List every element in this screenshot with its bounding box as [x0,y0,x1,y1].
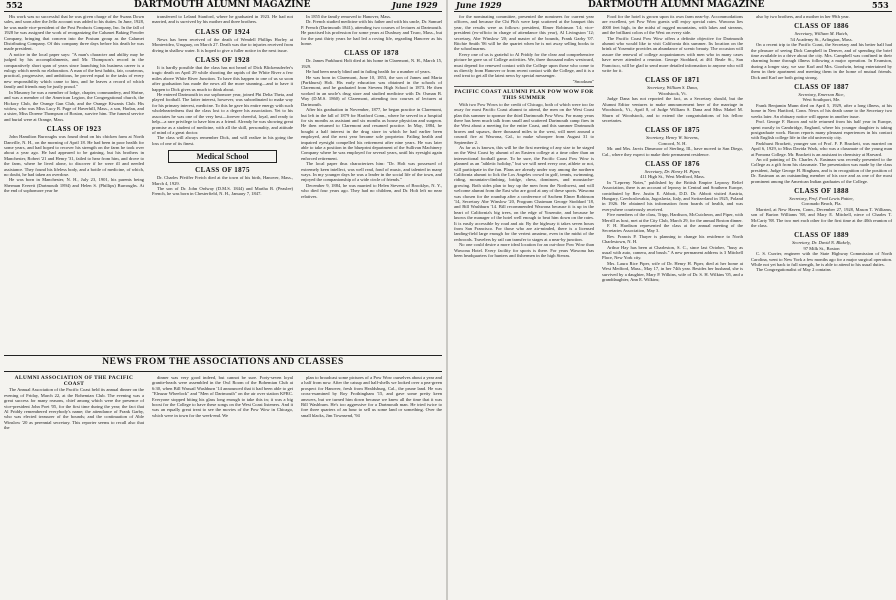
class-heading: CLASS OF 1889 [794,231,849,240]
paragraph: Every one of us is grateful to Al Priddy for the clear and comprehensive picture he gave us of College activities. We, three thousand miles westward, must depend for renewed contact with the College upon those who come to us directly from Hanover or from recent contact with the College, and it is a real treat to get all the latest news by special messenger. [454,51,594,79]
page-number: 552 [6,0,23,10]
paragraph: In 1855 the family removed to Hanover, Mass. [306,14,392,19]
secretary-address: West Southport, Me. [802,97,841,103]
issue-date: June 1929 [392,0,438,10]
secretary-line: Secretary, William S. Dana, [647,85,698,91]
divider [454,86,594,87]
paragraph: The Pacific Coast Pow Wow offers a definite objective for Dartmouth alumni who would like to visit California this summer. Its location on the brink of Yosemite provides an abundance of scenic beauty. The occasion will assure the renewal of college acquaintances with men who in many cases have never attended a reunion. George Stoddard, at 461 Beale St., San Francisco, will be glad to send more detailed information to anyone who will write for it. [602,35,743,74]
header-rule [454,11,892,12]
secretary-address: Woodstock, Vt. [658,90,687,96]
paragraph: Rev. Francis P. Thayer is planning to change his residence to North Charlestown, N. H. [602,233,743,245]
paragraph: transferred to Leland Stanford, where he graduated in 1923. He had not married, and is survived by his mother and three brothers. [152,14,293,25]
paragraph: After his graduation in November, 1877, he began practice in Claremont, but left in the fall of 1879 for Hartford Conn., where he served in a hospital for six months as assistant and six months as house physician and surgeon. He then returned to Claremont and resumed practice. In May, 1884, he bought a half interest in the drug store in which he had earlier been employed, and the next year became sole proprietor. Failing health and impaired eyesight compelled his retirement after nine years. He was later able to take a position in the blueprint department of the Sullivan Machinery Company where he was employed for several years, until his eyesight again enforced retirement. [301,107,442,161]
paragraph: Dr. James Parkhurst Holt died at his home in Claremont, N. H., March 15, 1929. [301,58,442,69]
header-rule [4,11,442,12]
paragraph: The Congregationalist of May 2 contains [756,267,831,273]
paragraph: Five members of the class, Tripp, Hardison, McCutcheon, and Piper, with Merrill as host, met at the City Club, March 29, for the annual Boston dinner. [602,212,743,223]
paragraph: Prof. George F. Bacon and wife returned from his half year in Europe, spent mostly in Cambridge, England, where his younger daughter is taking postgraduate work. Bacon reports many pleasant experiences in his contact with English college life in the old university city. [751,119,892,141]
secretary-line: Secretary, Prof. Fred Lewis Pattee, [789,195,854,201]
column-2 [152,14,293,354]
column-6 [751,14,892,598]
paragraph: Mr. and Mrs. Jarvis Dinsmoor of Sterling, Ill., have moved to San Diego, Cal., where they expect to make their permanent residence. [602,146,743,157]
secretary-line: Secretary, Dr. David N. Blakely, [792,240,851,246]
paragraph: Married, at New Haven, Conn., December 27, 1928, Mason T. Williams, son of Burton Williams '88, and Mary E. Mitchell, niece of Charles T. McCarty '88. The two met each other for the first time at the 40th reunion of the class. [751,206,892,228]
paragraph: His work was so successful that he was given charge of the Swans Down sales, and soon after the Jello account was added to his duties. In June, 1928, he was made vice-president of the Post Products Company, Inc. In the fall of 1928 he was assigned the work of reorganizing the Calumet Baking Powder Company, bringing that concern into the Postum group as the Calumet Distributing Company. Of this company three days before his death he was made president. [4,14,144,52]
section-rule [4,371,442,372]
paragraph: In Masonry he was a member of lodge, chapter, commandery, and Shrine, and was a member of the American Legion, the Congregational church, the Hickory Club, the Orange Gun Club, and the Orange Kiwanis Club. His widow, who was Miss Lucy B. Page of Haverhill, Mass., a son, Harlan, and a sister, Miss Dorene Thompson of Boston, survive him. The funeral service and burial were at Orange, Mass. [4,89,144,122]
paragraph: He entered Dartmouth in our sophomore year, joined Phi Delta Theta, and played football. The latter interest, however, was subordinated to make way for his primary interest, medicine. To this he gave his entire energy with such wholeheartedness that the class lost to a degree his association. Yet to his associates he was one of the very best—forever cheerful, loyal, and ready to help—a rare privilege to have him as a friend. Already he was showing great promise as a student of medicine, with all the skill, personality, and attitude of mind of a great doctor. [152,92,293,135]
paragraph: With two Pow Wows to the credit of Chicago, both of which were too far away for most Pacific Coast alumni to attend, the men on the West Coast plan this summer to sponsor the third Dartmouth Pow Wow. For many years there has been much talk from small and scattered Dartmouth camp fires in the West about a meeting for the entire Coast, and this summer Dartmouth braves and squaws, three thousand miles to the west, will meet around a council fire at Wawona, Cal., to make whoopee from August 31 to September 2. [454,101,594,145]
paragraph: The local paper thus characterizes him: "Dr. Holt was possessed of extremely keen intellect, was well read, fond of music, and talented in many ways. In my younger days he was a leader in the social life of the town, and enjoyed the companionship of a wide circle of friends." [301,161,442,183]
paragraph: He was born in Claremont, June 10, 1853, the son of James and Maria (Parkhurst) Holt. His early education was obtained in the schools of Claremont, and he graduated from Stevens High School in 1873. He then worked in an uncle's drug store and studied medicine with Dr. Osman B. Way (D.M.S. 1860) of Claremont, attending two courses of lectures at Dartmouth. [301,74,442,107]
article-heading: PACIFIC COAST ALUMNI PLAN POW WOW FOR THIS SUMMER [454,88,594,102]
running-title: DARTMOUTH ALUMNI MAGAZINE [134,0,311,10]
paragraph: No one could desire a more ideal location for an out-door Pow Wow than Wawona Hotel. Every facility for sports is there. For years Wawona has been headquarters for hunters and fishermen in the high Sierras. [454,242,594,259]
class-heading: CLASS OF 1924 [195,27,250,36]
paragraph: He was born in Manchester, N. H., July 23, 1901, his parents being Sherman Everett (Dartmouth 1894) and Helen S. (Phillips) Burroughs. At the end of sophomore year he [4,177,144,194]
paragraph: Frank Benjamin Munn died on April 5, 1929, after a long illness, at his home in New Hartford, Conn. News of his death came to the Secretary two weeks later. An obituary notice will appear in another issue. [751,102,892,119]
paragraph: Dr. French studied medicine with his father and with his uncle, Dr. Samuel P. French (Dartmouth 1841), attending two courses of lectures at Dartmouth. He practised his profession for some years at Duxbury and Truro, Mass., but for the past thirty years he had led a roving life, regarding Hanover as his home. [301,19,442,47]
class-heading: CLASS OF 1886 [794,22,849,31]
paragraph: Food for the hotel is grown upon its own farm near-by. Accommodations are excellent, yet Pow Wow guests will enjoy special rates. Wawona lies 4000 feet high, in the midst of rugged mountains, with lakes and streams, and the brilliant colors of the West on every side. [602,14,743,36]
issue-date: June 1929 [456,0,502,10]
column-1 [4,14,144,354]
class-heading: CLASS OF 1875 [195,166,250,175]
paragraph: Arthur Hay has been at Charleston, S. C., since last October, "busy as usual with auto, camera, and brush." A new permanent address is 3 Mitchell Place, New York city. [602,244,743,261]
class-heading: CLASS OF 1876 [645,159,700,168]
secretary-line: Secretary, Emerson Rice, [798,92,845,98]
section-box-medical-school: Medical School [168,150,277,163]
paragraph: It is hardly possible that the class has not heard of Dick Blickensderfer's tragic death on April 29 while shooting the rapids of the White River a few miles above White River Junction. To have this happen to one of us so soon after graduation has made the news all the more stunning—and to have it happen to Dick gives us much to think about. [152,65,293,92]
paragraph: also by two brothers, and a mother in her 99th year. [756,14,850,19]
news-column-2 [152,375,293,597]
column-5 [602,14,743,598]
paragraph: dinner was very good indeed, but cannot be sure. Forty-seven loyal granite-heads were assembled in the Owl Room of the Bohemian Club at 6:30, when Bill Wassail Washburn '14 announced that it had been able to get "Eleazar Wheelock" and "Men of Dartmouth" on the air over station KFRC. Everyone stopped biting his glass long enough to take this in; it was a big boost for the College to have these songs on the West Coast listeners. And it was an equally great treat to see the movies of the Pow Wow in Chicago, which were in town for the week-end. We [152,375,293,418]
paragraph: F. H. Hardison represented the class at the annual meeting of the Secretaries Association, May 3. [602,223,743,234]
class-heading: CLASS OF 1887 [794,83,849,92]
paragraph: Dr. Charles Pfeiffer Freich died at the town of his birth, Hanover, Mass., March 4, 1929. [152,175,293,186]
secretary-address: 411 High St., West Medford, Mass. [640,174,705,180]
news-column-3 [301,375,442,597]
paragraph: As far as is known, this will be the first meeting of any size to be staged on the West Coast by alumni of an Eastern college at a time other than an intersectional football game. To be sure, the Pacific Coast Pow Wow is planned as an "athletic holiday," but we will need every one, athlete or not, will participate in the fun. Plans are already under way among the northern California alumni to lick the Los Angeles crowd in golf, tennis, swimming, riding, mountain-climbing, bridge, chess, dominoes, and moustache-growing. Both sides plan to buy up the men from the Northwest, and will welcome alumni from the East who are good at any of these sports. Wawona was chosen for the roundup after a conference of Sachem Elmer Robinson '14, Secretary Abe Winslow '20, Program Chairman George Stoddard '18, and Bill Washburn '14. Bill recommended Wawona because it is up in the heart of California's big trees, on the edge of Yosemite, and because he knows the manager of the hotel well enough to beat him down on the rates. It is easily accessible by road and air. By the highway it takes seven hours from San Francisco. For those who are air-minded, there is a licensed landing-field large enough for the veriest amateur, even in the midst of the redwoods. Travelers by rail can transfer to stages at a near-by junction. [454,144,594,242]
paragraph: for the nominating committee, presented the nominees for current year officers, and because the Chi Phi's were kept scattered at the banquet this year, the results were as follows: president, Elmer Robinson '14; vice-president (ex-officio in charge of attendance this year), Al Livingston '12; secretary, Abe Winslow '20; and master of the bounds, Frank Garby '07. Ritchie Smith '06 will be the quartet when he is not away selling books to the schoolmarms. [454,14,594,52]
paragraph: A notice in the local paper says: "A man's character and ability may be judged by his accomplishments, and Mr. Thompson's record in the comparatively short span of years since launching his business career is a eulogy which needs no elaboration. A man of the best habits, fair, courteous, practical, progressive, and ambitious, he proved equal to the tasks of every new responsibility which came to him, and he leaves a record of which family and friends may be justly proud." [4,51,144,90]
secretary-line: Secretary, Dr. Henry H. Piper, [644,168,701,174]
paragraph: The Annual Association of the Pacific Coast held its annual dinner on the evening of Friday, March 22, at the Bohemian Club. The evening was a great success for many reasons, chief among which were the presence of vice-president John Poet '05, for the first time during the year; the fact that Al Priddy remembered everybody's name; the attendance of Frank Garby, who was elected treasurer of the bounds; and the continuation of Able Winslow '20 as perennial secretary. This reporter seems to recall also that the [4,387,144,431]
column-3 [301,14,442,354]
paragraph: plan to broadcast some pictures of a Pow Wow ourselves about a year and a half from now. After the catsup and half-shells we looked over a pea-green prospect for Hanover, fresh from Healdsburg, Cal., the prune land. He was cross-examined by Roy Frothingham '15, and gave some pretty keen answers, but we turned him down because we knew all the time that it was Bill Washburn. He's too aggressive for a Dartmouth man. He tried twice to fore three quarters of an hour to sell us some land or something. Over the small blacks, Jim Townsend, '94 [301,375,442,418]
paragraph: C. S. Currier, engineer with the State Highway Commission of North Carolina, went to New York a few months ago for a major surgical operation. While not yet back to full strength, he is able to attend to his usual duties. [751,251,892,268]
paragraph: Parkhurst Brackett, younger son of Prof. F. P. Brackett, was married on April 6, 1929, to Miss Davida Wark, who was a classmate of the young man at Pomona College. Mr. Brackett is an assistant in chemistry at Harvard. [751,140,892,157]
secretary-address: 54 Academy St., Arlington, Mass. [790,36,853,42]
secretary-address: Concord, N. H. [658,140,687,146]
class-heading: CLASS OF 1923 [46,125,102,134]
paragraph: Mrs. Laura Rice Piper, wife of Dr. Henry H. Piper, died at her home at West Medford, Mass., May 17, in her 74th year. Besides her husband, she is survived by a daughter, Mary P. Wilkins, wife of Dr. S. H. Wilkins '05, and a granddaughter, Ann E. Wilkins; [602,260,743,283]
news-section-heading: NEWS FROM THE ASSOCIATIONS AND CLASSES [102,357,344,367]
page-right [448,0,896,600]
class-heading: CLASS OF 1875 [645,126,700,135]
paragraph: He had been nearly blind and in failing health for a number of years. [306,69,431,75]
paragraph: On a recent trip to the Pacific Coast, the Secretary and his better half had the pleasure of seeing Dick Campbell in Denver, and of spending the brief time available in a drive about the city. Mrs. Campbell was confined in their charming home through illness following a major operation. In Evanston, during a longer stay, we saw Karl and Mrs. Goodwin, being entertained by them in their apartment and meeting them in the home of mutual friends. Dick and Karl are both going strong. [751,42,892,80]
paragraph: John Hamilton Burroughs was found dead on his chicken farm at North Danville, N. H., on the morning of April 18. He had been in poor health for some years, and had hoped to recover his strength on the farm he took over about a year ago. He had appeared to be gaining, but his brothers in Manchester, Robert '21 and Henry '31, failed to hear from him, and drove to the farm, where he lived alone, to discover if he were ill and needed assistance. They found his lifeless body, and a bottle of medicine, of which, no doubt, he had taken an overdose. [4,134,144,177]
column-4 [454,14,594,598]
paragraph: News has been received of the death of Wendell Phillips Horley at Montevideo, Uruguay, on March 27. Death was due to injuries received from diving in shallow water. It is hoped to give a fuller notice in the next issue. [152,36,293,53]
paragraph: An oil painting of Dr. Charles A. Eastman was recently presented to the College as a gift from his classmate. The presentation was made by the class president, Judge George H. Bingham, and is in recognition of the position of Dr. Eastman as an outstanding member of his race and as one of the most prominent among the American Indian graduates of the College. [751,156,892,184]
secretary-line: Secretary, Henry W. Stevens, [646,135,699,141]
section-rule [4,355,442,356]
running-title: DARTMOUTH ALUMNI MAGAZINE [588,0,765,10]
news-column-1 [4,375,144,597]
paragraph: In "Lepreny Notes," published by the British Empire Leprosy Relief Association, there is an account of leprosy in Central and Southern Europe, contributed by Rev. Justin E. Abbott, D.D. Dr. Abbott visited Austria, Hungary, Czechoslovakia, Jugoslavia, Italy, and Switzerland in 1925, Poland in 1926. He obtained his information from boards of health, and was everywhere courteously received. [602,179,743,212]
class-heading: CLASS OF 1871 [645,76,700,85]
page-number: 553 [872,0,889,10]
class-heading: CLASS OF 1878 [344,49,399,58]
page-left [0,0,446,600]
paragraph: The class will always remember Dick, and will realize in his going the loss of one of its finest. [152,135,293,146]
signature: "Snookum" [572,78,594,84]
secretary-address: Coronado Beach, Fla. [801,201,842,207]
paragraph: Judge Dana has not reported the fact, as a Secretary should, but the Alumni Editor ventures to make announcement here of the marriage in Woodstock, Vt., April 8, of Judge William S. Dana and Miss Mabel M. Shurn of Woodstock, and to extend the congratulations of his fellow secretaries. [602,96,743,123]
paragraph: The son of Dr. John Ordway (D.M.S. 1844) and Martha B. (Peaslee) French, he was born in Chesterfield, N. H., January 7, 1847. [152,185,293,197]
association-heading: ALUMNI ASSOCIATION OF THE PACIFIC COAST [14,375,134,388]
paragraph: December 9, 1884, he was married to Helen Stevens of Brooklyn, N. Y., who died four years ago. They had no children, and Dr. Holt left no near relatives. [301,182,442,199]
secretary-line: Secretary, William M. Hatch, [794,31,849,37]
secretary-address: 97 Milk St., Boston [803,245,840,251]
class-heading: CLASS OF 1888 [794,186,849,195]
class-heading: CLASS OF 1928 [195,56,250,65]
